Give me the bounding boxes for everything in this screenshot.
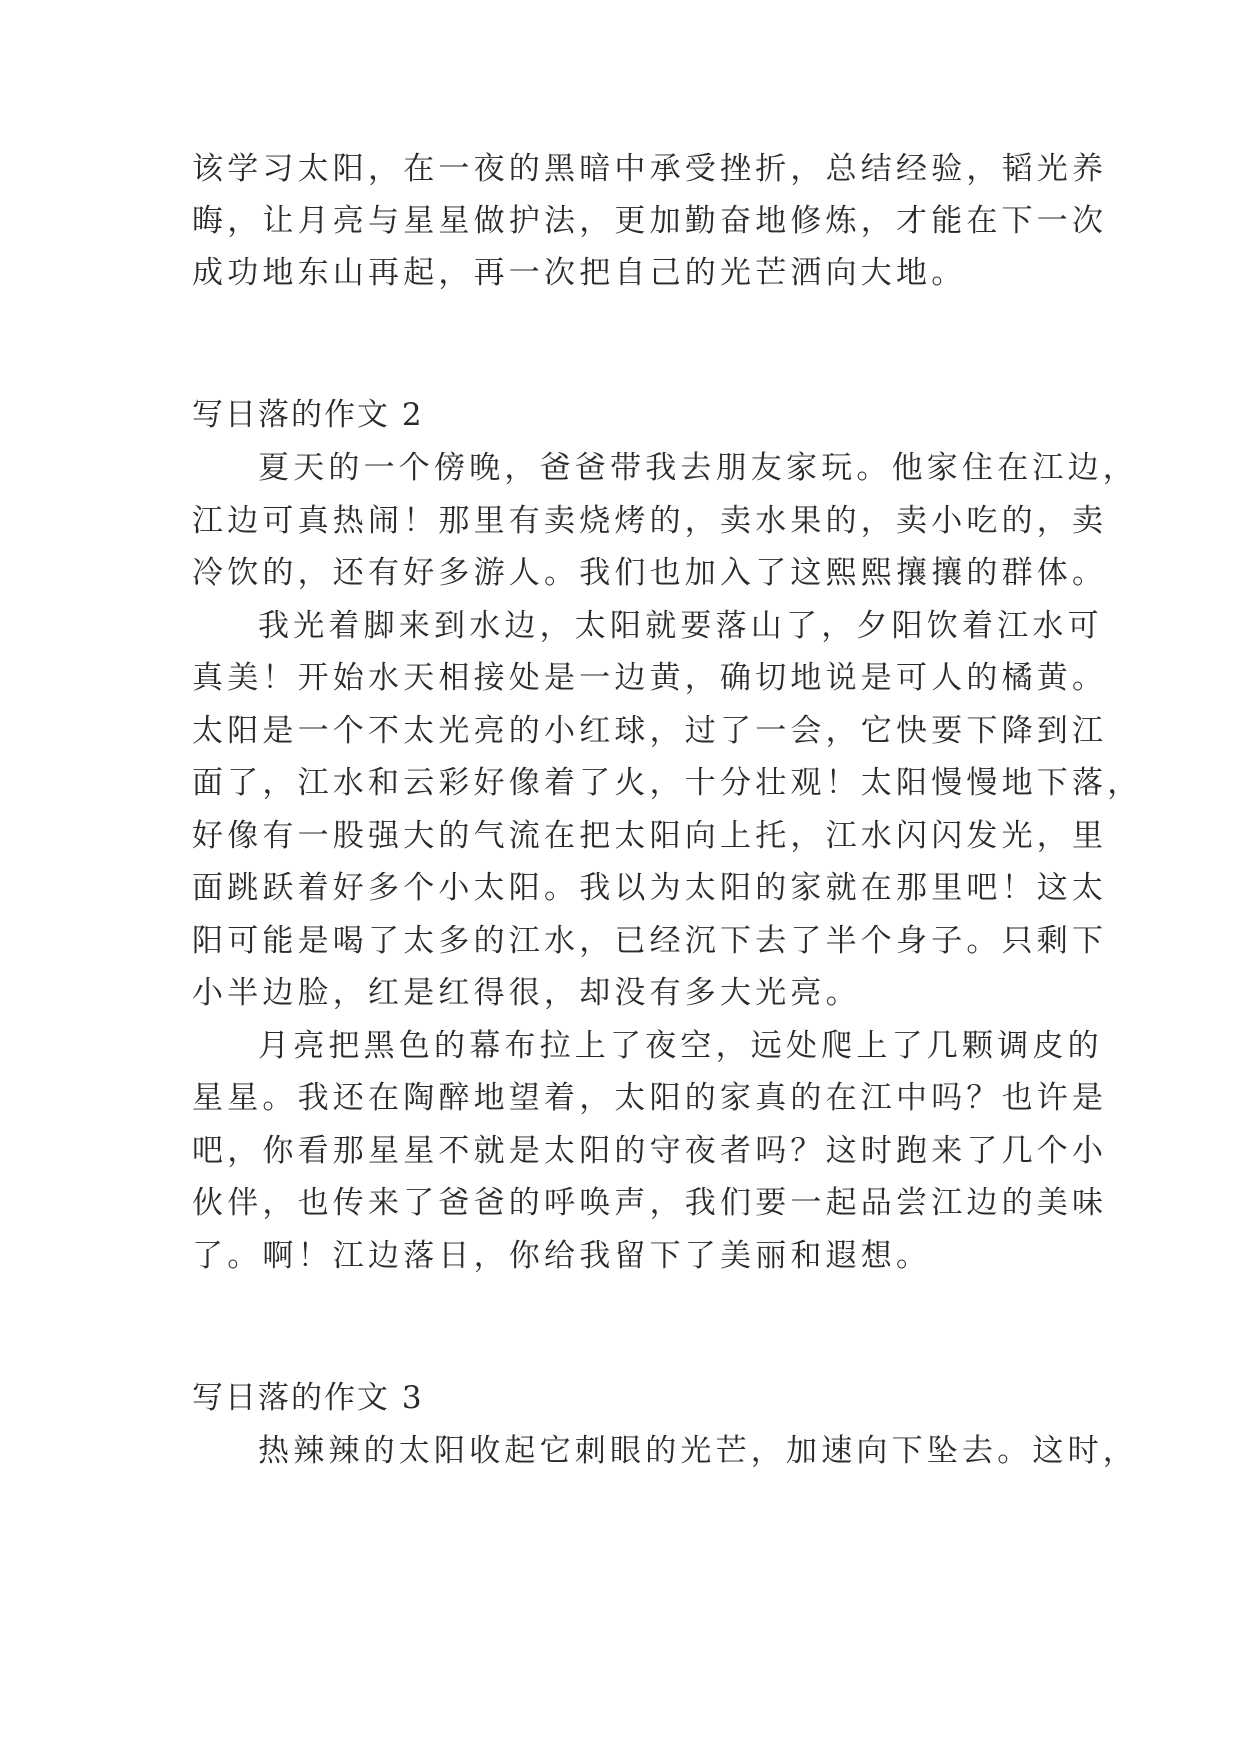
paragraph-line: 吧，你看那星星不就是太阳的守夜者吗？这时跑来了几个小	[192, 1133, 1108, 1169]
paragraph-line: 阳可能是喝了太多的江水，已经沉下去了半个身子。只剩下	[192, 923, 1108, 959]
paragraph-line: 我光着脚来到水边，太阳就要落山了，夕阳饮着江水可	[258, 608, 1103, 644]
paragraph-line: 晦，让月亮与星星做护法，更加勤奋地修炼，才能在下一次	[192, 203, 1108, 239]
paragraph-line: 江边可真热闹！那里有卖烧烤的，卖水果的，卖小吃的，卖	[192, 503, 1108, 539]
paragraph-line: 了。啊！江边落日，你给我留下了美丽和遐想。	[192, 1238, 932, 1274]
section-title: 写日落的作文 3	[192, 1380, 424, 1416]
paragraph-line: 星星。我还在陶醉地望着，太阳的家真的在江中吗？也许是	[192, 1080, 1108, 1116]
paragraph-line: 该学习太阳，在一夜的黑暗中承受挫折，总结经验，韬光养	[192, 151, 1108, 187]
paragraph-line: 伙伴，也传来了爸爸的呼唤声，我们要一起品尝江边的美味	[192, 1185, 1108, 1221]
paragraph-line: 真美！开始水天相接处是一边黄，确切地说是可人的橘黄。	[192, 660, 1108, 696]
section-title: 写日落的作文 2	[192, 397, 424, 433]
paragraph-line: 夏天的一个傍晚，爸爸带我去朋友家玩。他家住在江边，	[258, 450, 1138, 486]
paragraph-line: 好像有一股强大的气流在把太阳向上托，江水闪闪发光，里	[192, 818, 1108, 854]
paragraph-line: 成功地东山再起，再一次把自己的光芒洒向大地。	[192, 255, 967, 291]
paragraph-line: 热辣辣的太阳收起它刺眼的光芒，加速向下坠去。这时，	[258, 1433, 1138, 1469]
paragraph-line: 月亮把黑色的幕布拉上了夜空，远处爬上了几颗调皮的	[258, 1028, 1103, 1064]
paragraph-line: 太阳是一个不太光亮的小红球，过了一会，它快要下降到江	[192, 713, 1108, 749]
paragraph-line: 冷饮的，还有好多游人。我们也加入了这熙熙攘攘的群体。	[192, 555, 1108, 591]
paragraph-line: 面了，江水和云彩好像着了火，十分壮观！太阳慢慢地下落，	[192, 765, 1143, 801]
paragraph-line: 小半边脸，红是红得很，却没有多大光亮。	[192, 975, 861, 1011]
paragraph-line: 面跳跃着好多个小太阳。我以为太阳的家就在那里吧！这太	[192, 870, 1108, 906]
